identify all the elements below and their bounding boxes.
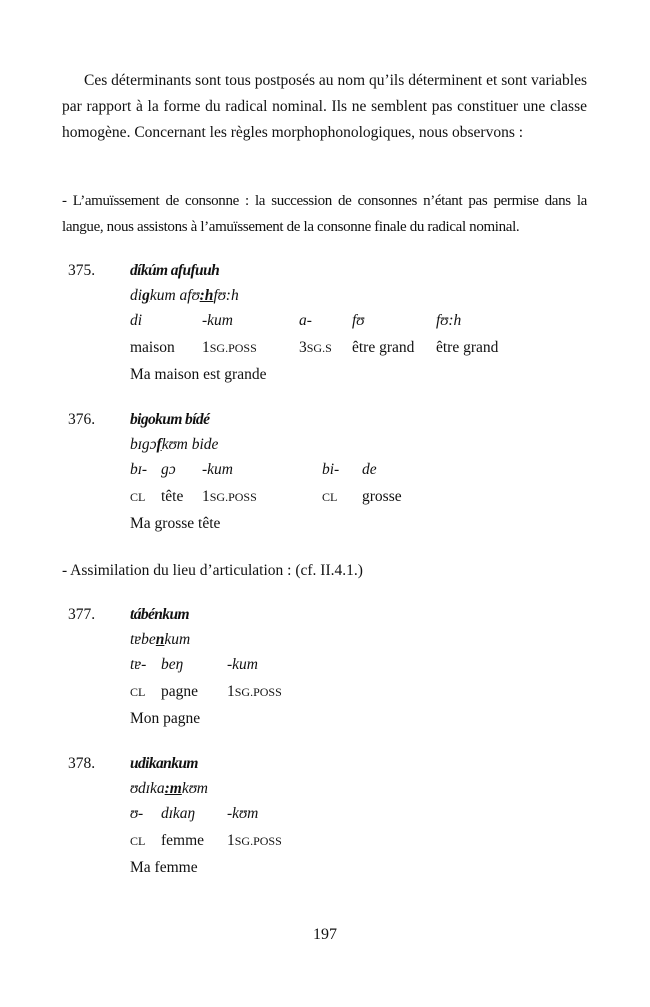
surface-form: udikankum [130,755,198,772]
book-page: Ces déterminants sont tous postposés au nom qu’ils déterminent et sont variables par rapport à la forme du radical nominal. Ils ne semblent pas constituer une classe homogène. Concernant les règles morphophonologiques, nous observons : - L’amuïssement de consonne : la succession de consonnes n’étant pas permise dans la langue, nous assistons à l’amuïssement de la consonne finale du radical nominal. 375. díkúm afufuuh digkum afʊ:hfʊ:h di -kum a- fʊ fʊ:h maison 1SG.POSS 3SG.S être grand être grand Ma maison est grande 376. bigokum bídé bɪgɔfkʊm bide bɪ- gɔ -kum bi- de CL tête 1SG.POSS CL grosse Ma grosse tête - Assimilation du lieu d’articulation : (cf. II.4.1.) 377. tábénkum tɐbenkum tɐ- beŋ -kum CL pagne 1SG.POSS Mon pagne 378. udikankum ʊdɪka:mkʊm ʊ- dɪkaŋ -kʊm CL femme 1SG.POSS Ma femme 197 [0,0,650,1007]
translation: Ma maison est grande [130,366,267,383]
surface-form: bigokum bídé [130,411,210,428]
surface-form: tábénkum [130,606,189,623]
example-number: 375. [68,262,96,279]
underlying-form: bɪgɔfkʊm bide [130,436,219,453]
example-number: 378. [68,755,96,772]
underlying-form: digkum afʊ:hfʊ:h [130,287,239,304]
translation: Ma grosse tête [130,515,221,532]
example-number: 376. [68,411,96,428]
consonant-elision-paragraph: - L’amuïssement de consonne : la succession de consonnes n’étant pas permise dans la langue, nous assistons à l’amuïssement de la consonne finale du radical nominal. [62,193,587,235]
underlying-form: ʊdɪka:mkʊm [130,780,208,797]
example-number: 377. [68,606,96,623]
intro-paragraph: Ces déterminants sont tous postposés au nom qu’ils déterminent et sont variables par rapport à la forme du radical nominal. Ils ne semblent pas constituer une classe homogène. Concernant les règles morphophonologiques, nous observons : [62,72,587,141]
translation: Ma femme [130,859,198,876]
translation: Mon pagne [130,710,201,727]
assimilation-heading: - Assimilation du lieu d’articulation : (cf. II.4.1.) [62,562,363,579]
underlying-form: tɐbenkum [130,631,191,648]
surface-form: díkúm afufuuh [130,262,220,279]
page-number: 197 [313,926,337,943]
